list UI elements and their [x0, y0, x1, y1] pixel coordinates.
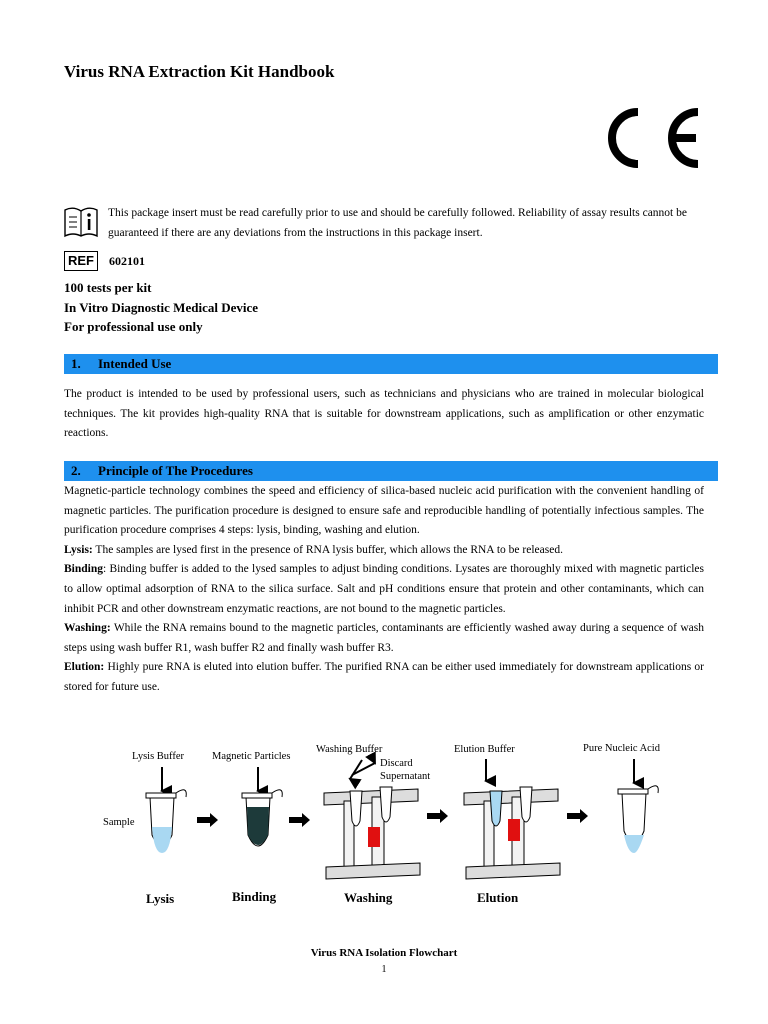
step-text: : Binding buffer is added to the lysed samples to adjust binding conditions. Lysates are thoroughly mixed with magnetic particles to allow optimal adsorption of RNA to the silica surface. Salt and pH conditions ensure that protein and other contaminants, which can inhibit PCR and other downstream enzymatic reactions, are not bound to the magnetic particles.: [64, 563, 704, 615]
rna-isolation-flowchart: [90, 735, 710, 915]
ref-number: 602101: [109, 254, 145, 268]
ref-symbol: REF: [64, 251, 98, 271]
step-washing: [64, 619, 704, 658]
elution-magnetic-stand: [464, 787, 560, 879]
step-label-lysis: Lysis: [146, 891, 175, 906]
label-magnetic-particles: Magnetic Particles: [212, 751, 291, 762]
step-term: Lysis:: [64, 543, 93, 556]
tests-per-kit: 100 tests per kit: [64, 280, 152, 295]
ce-mark-logo: [598, 106, 704, 170]
label-sample: Sample: [103, 817, 135, 828]
section-heading-intended-use: [64, 354, 718, 374]
step-label-elution: Elution: [477, 890, 519, 905]
figure-caption: Virus RNA Isolation Flowchart: [310, 947, 458, 959]
step-binding: [64, 560, 704, 619]
consult-instructions-icon: [63, 205, 99, 239]
step-term: Binding: [64, 563, 103, 576]
section-title: Principle of The Procedures: [98, 463, 253, 478]
step-text: Highly pure RNA is eluted into elution buffer. The purified RNA can be either used immediately for downstream applications or stored for future use.: [64, 661, 704, 693]
step-text: While the RNA remains bound to the magnetic particles, contaminants are efficiently washed away during a sequence of wash steps using wash buffer R1, wash buffer R2 and finally wash buffer R3.: [64, 622, 704, 654]
intended-use-text: The product is intended to be used by professional users, such as technicians and physicians who are trained in molecular biological techniques. The kit provides high-quality RNA that is suitable for downstream applications, such as amplification or other enzymatic reactions.: [64, 388, 704, 440]
intended-use-paragraph: [64, 385, 704, 444]
professional-use-statement: For professional use only: [64, 319, 203, 334]
label-discard: Discard: [380, 758, 413, 769]
label-pure-nucleic-acid: Pure Nucleic Acid: [583, 743, 660, 754]
step-term: Elution:: [64, 661, 105, 674]
document-title: Virus RNA Extraction Kit Handbook: [64, 62, 335, 81]
package-insert-notice: This package insert must be read carefully prior to use and should be carefully followed. Reliability of assay results cannot be guaranteed if there are any deviations from the instructions in this package insert.: [108, 207, 687, 239]
label-washing-buffer: Washing Buffer: [316, 744, 383, 755]
section-number: 1.: [71, 356, 81, 371]
page-number: 1: [381, 964, 387, 975]
step-label-binding: Binding: [232, 889, 277, 904]
eluate-liquid: [624, 835, 644, 853]
step-term: Washing:: [64, 622, 111, 635]
label-supernatant: Supernatant: [380, 771, 431, 782]
principle-intro: Magnetic-particle technology combines the speed and efficiency of silica-based nucleic acid purification with the convenient handling of magnetic particles. The purification procedure is designed to ensure safe and reproducible handling of potentially infectious samples. The purification procedure comprises 4 steps: lysis, binding, washing and elution.: [64, 485, 704, 537]
pure-nucleic-acid-tube: [618, 786, 658, 853]
section-heading-principle: [64, 461, 718, 481]
label-lysis-buffer: Lysis Buffer: [132, 751, 185, 762]
washing-magnet: [368, 827, 380, 847]
label-elution-buffer: Elution Buffer: [454, 744, 515, 755]
section-title: Intended Use: [98, 356, 172, 371]
step-lysis: [64, 541, 704, 561]
washing-magnetic-stand: [324, 787, 420, 879]
arrow-washing-buffer: [350, 760, 362, 779]
principle-paragraph: [64, 482, 704, 698]
elution-magnet: [508, 819, 520, 841]
binding-tube: [242, 790, 282, 846]
step-text: The samples are lysed first in the presence of RNA lysis buffer, which allows the RNA to be released.: [92, 543, 563, 556]
step-label-washing: Washing: [344, 890, 393, 905]
section-number: 2.: [71, 463, 81, 478]
sample-liquid: [152, 827, 172, 853]
step-elution: [64, 658, 704, 697]
sample-tube: [146, 790, 186, 853]
ivd-statement: In Vitro Diagnostic Medical Device: [64, 300, 259, 315]
